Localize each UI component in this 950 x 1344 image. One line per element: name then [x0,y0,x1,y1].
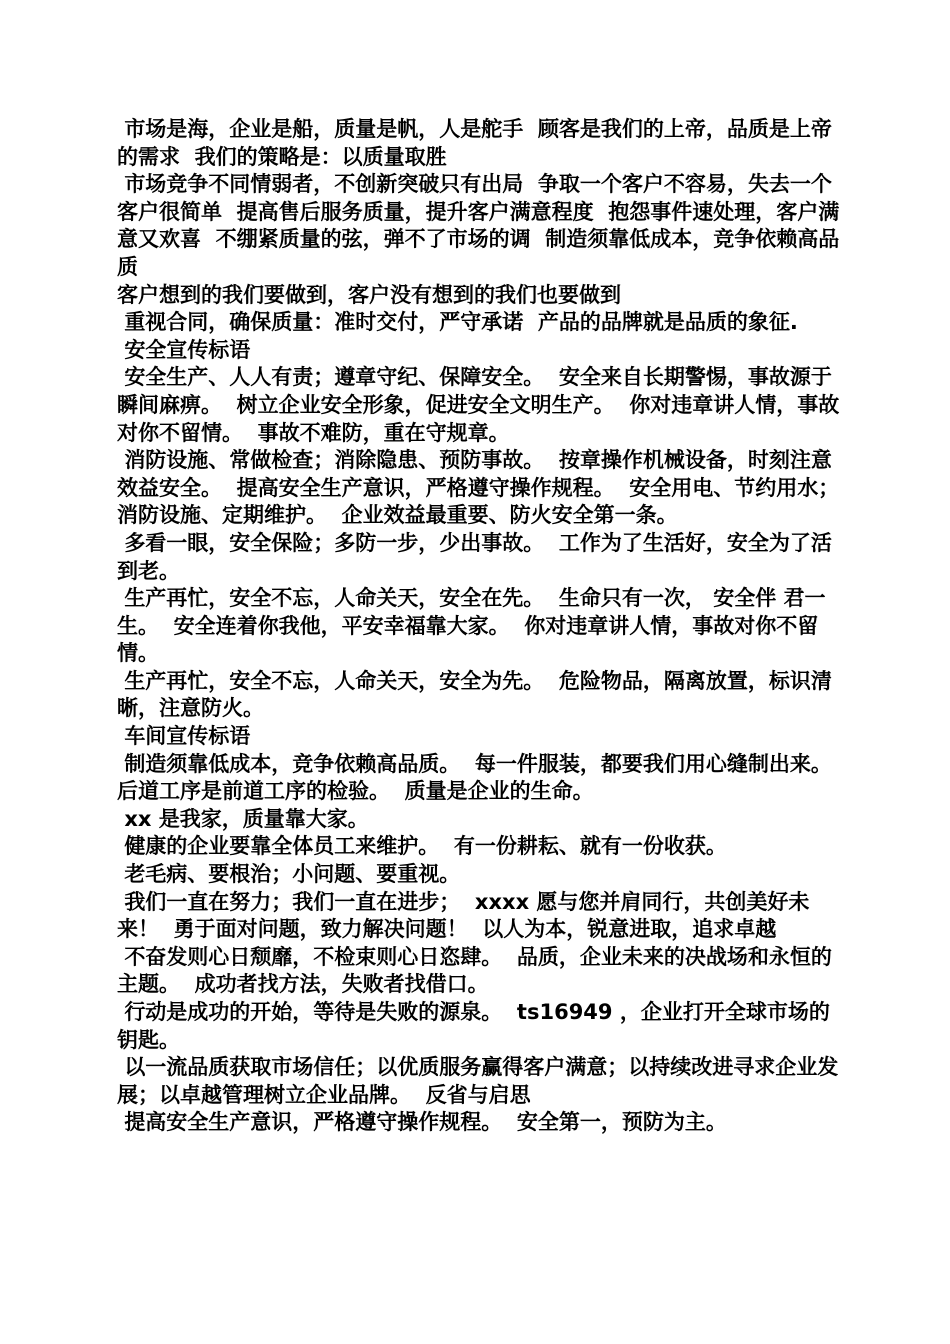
paragraph-workshop-slogans-6: 不奋发则心日颓靡，不检束则心日恣肆。 品质，企业未来的决战场和永恒的主题。 成功者找方法，失败者找借口。 [117,944,832,997]
paragraph-safety-slogans-5: 生产再忙，安全不忘，人命关天，安全为先。 危险物品，隔离放置，标识清晰，注意防火。 [117,668,832,721]
section-heading-workshop: 车间宣传标语 [117,724,251,749]
paragraph-workshop-slogans-3: 健康的企业要靠全体员工来维护。 有一份耕耘、就有一份收获。 [117,834,727,859]
document-body [117,116,847,1137]
paragraph-safety-slogans-1: 安全生产、人人有责；遵章守纪、保障安全。 安全来自长期警惕，事故源于瞬间麻痹。 树立企业安全形象，促进安全文明生产。 你对违章讲人情，事故对你不留情。 事故不难防，重在守规章。 [117,365,840,445]
paragraph-workshop-slogans-8: 以一流品质获取市场信任；以优质服务赢得客户满意；以持续改进寻求企业发展；以卓越管理树立企业品牌。 反省与启思 [117,1055,839,1107]
paragraph-workshop-slogans-7: 行动是成功的开始，等待是失败的源泉。 ts16949 ，企业打开全球市场的钥匙。 [117,1000,830,1052]
paragraph-workshop-slogans-2: xx 是我家，质量靠大家。 [117,806,369,831]
paragraph-market-slogans: 市场竞争不同情弱者，不创新突破只有出局 争取一个客户不容易，失去一个客户很简单 提高售后服务质量，提升客户满意程度 抱怨事件速处理，客户满意又欢喜 不绷紧质量的弦，弹不了市场的调 制造须靠低成本，竞争依赖高品质 [117,172,840,279]
section-heading-safety: 安全宣传标语 [117,337,251,362]
paragraph-workshop-slogans-9: 提高安全生产意识，严格遵守操作规程。 安全第一，预防为主。 [117,1110,727,1135]
paragraph-safety-slogans-4: 生产再忙，安全不忘，人命关天，安全在先。 生命只有一次， 安全伴 君一生。 安全连着你我他，平安幸福靠大家。 你对违章讲人情，事故对你不留情。 [117,586,826,666]
paragraph-workshop-slogans-1: 制造须靠低成本，竞争依赖高品质。 每一件服装，都要我们用心缝制出来。 后道工序是前道工序的检验。 质量是企业的生命。 [117,751,847,804]
paragraph-workshop-slogans-5: 我们一直在努力；我们一直在进步； xxxx 愿与您并肩同行，共创美好未来！ 勇于面对问题，致力解决问题！ 以人为本，锐意进取，追求卓越 [117,889,810,942]
paragraph-contract-slogan: 重视合同，确保质量：准时交付，严守承诺 产品的品牌就是品质的象征. [117,310,798,335]
paragraph-workshop-slogans-4: 老毛病、要根治；小问题、要重视。 [117,862,461,887]
paragraph-customer-slogan: 客户想到的我们要做到，客户没有想到的我们也要做到 [117,282,621,307]
paragraph-quality-slogans: 市场是海，企业是船，质量是帆，人是舵手 顾客是我们的上帝，品质是上帝的需求 我们的策略是：以质量取胜 [117,117,832,169]
paragraph-safety-slogans-2: 消防设施、常做检查；消除隐患、预防事故。 按章操作机械设备，时刻注意效益安全。 提高安全生产意识，严格遵守操作规程。 安全用电、节约用水；消防设施、定期维护。 企业效益最重要、防火安全第一条。 [117,448,840,528]
paragraph-safety-slogans-3: 多看一眼，安全保险；多防一步，少出事故。 工作为了生活好，安全为了活到老。 [117,530,832,583]
